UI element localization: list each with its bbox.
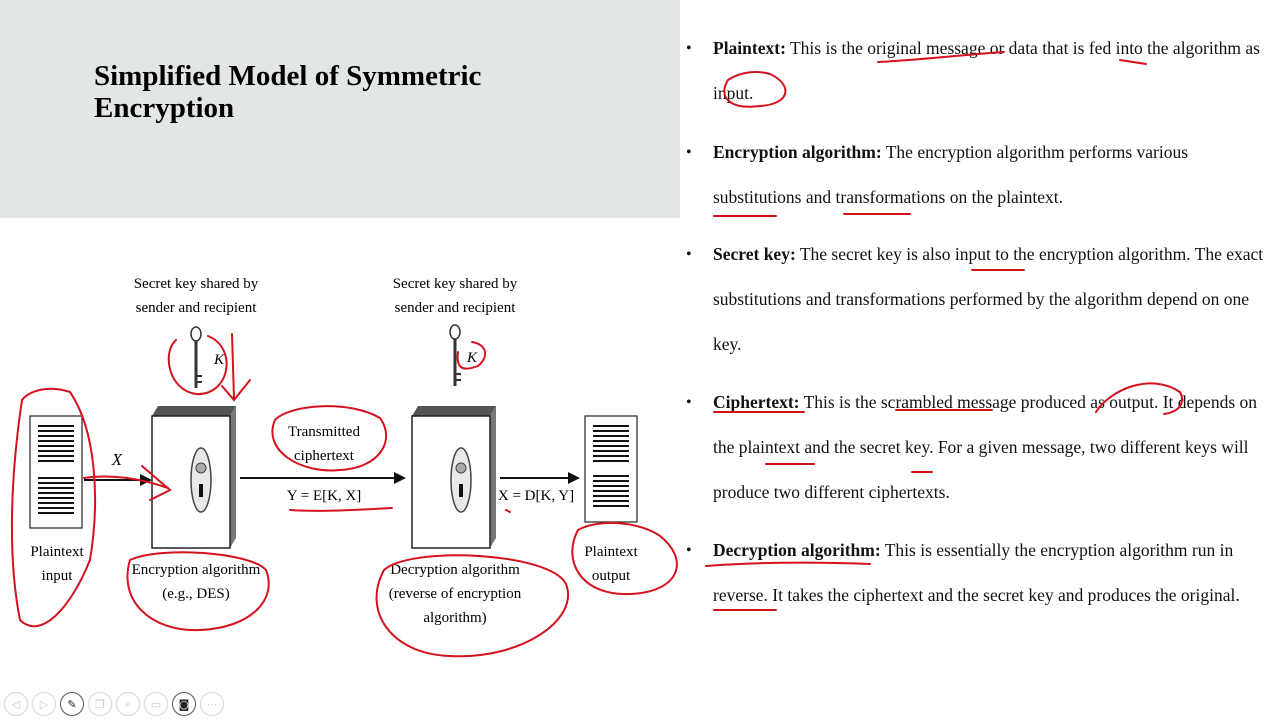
plaintext-output-document [585,416,637,522]
bullet-text: This is the original message or data that is fed into the algorithm as input. [713,38,1260,103]
bullet-term: Decryption algorithm: [713,540,881,560]
left-key-k: K [214,352,225,368]
input-arrowhead [140,474,152,486]
bullet-secret-key: • Secret key: The secret key is also input to the encryption algorithm. The exact substitutions and transformations performed by the algorithm depend on one key. [686,244,1264,354]
bullet-text: This is essentially the encryption algorithm run in reverse. It takes the ciphertext and the secret key and produces the original. [713,540,1240,605]
bullet-term: Secret key: [713,244,796,264]
camera-icon[interactable]: ◙ [172,692,196,716]
left-key-icon [191,327,202,388]
plaintext-input-label-2: input [41,568,73,584]
right-key-label-1: Secret key shared by [392,276,518,292]
bullet-text: This is the scrambled message produced as output. It depends on the plaintext and the secret key. For a given message, two different keys will produce two different ciphertexts. [713,392,1258,502]
output-arrowhead [568,472,580,484]
plaintext-output-label-1: Plaintext [584,544,638,560]
bullet-text: The encryption algorithm performs various substitutions and transformations on the plaintext. [713,142,1189,207]
left-key-label-1: Secret key shared by [133,276,259,292]
slide-title: Simplified Model of Symmetric Encryption [94,60,482,124]
right-key-label-2: sender and recipient [394,300,516,316]
x-label: X [111,450,123,469]
title-panel [0,0,680,218]
encryption-label-1: Encryption algorithm [131,562,261,578]
bullet-term: Plaintext: [713,38,786,58]
plaintext-input-document [30,416,82,528]
transmit-arrowhead [394,472,406,484]
bullet-ciphertext: • Ciphertext: This is the scrambled message produced as output. It depends on the plaintext and the secret key. For a given message, two different keys will produce two different ciphertexts. [686,392,1258,502]
slides-icon[interactable]: ▭ [144,692,168,716]
encryption-diagram [0,218,680,698]
transmitted-label-2: ciphertext [294,448,354,464]
bullet-decryption-algorithm: • Decryption algorithm: This is essentially the encryption algorithm run in reverse. It takes the ciphertext and the secret key and produces the original. [686,540,1240,605]
more-icon[interactable]: ⋯ [200,692,224,716]
bullet-plaintext: • Plaintext: This is the original message or data that is fed into the algorithm as input. [686,38,1260,103]
right-key-k: K [467,350,478,366]
transmitted-label-1: Transmitted [288,424,360,440]
left-key-label-2: sender and recipient [135,300,257,316]
zoom-icon[interactable]: ⌕ [116,692,140,716]
decryption-label-1: Decryption algorithm [390,562,520,578]
decryption-box [412,406,496,548]
presentation-toolbar [4,692,224,718]
decryption-label-3: algorithm) [423,610,487,626]
decryption-label-2: (reverse of encryption [388,586,522,602]
bullet-term: Encryption algorithm: [713,142,882,162]
prev-icon[interactable]: ◁ [4,692,28,716]
copy-icon[interactable]: ❐ [88,692,112,716]
encryption-label-2: (e.g., DES) [162,586,230,602]
bullet-term: Ciphertext: [713,392,800,412]
pen-icon[interactable]: ✎ [60,692,84,716]
encryption-box [152,406,236,548]
plaintext-input-label-1: Plaintext [30,544,84,560]
bullet-text: The secret key is also input to the encryption algorithm. The exact substitutions and transformations performed by the algorithm depend on one key. [713,244,1264,354]
encrypt-formula: Y = E[K, X] [286,488,362,504]
next-icon[interactable]: ▷ [32,692,56,716]
plaintext-output-label-2: output [591,568,631,584]
decrypt-formula: X = D[K, Y] [497,488,575,504]
bullet-encryption-algorithm: • Encryption algorithm: The encryption algorithm performs various substitutions and transformations on the plaintext. [686,142,1189,207]
right-key-icon [450,325,461,386]
